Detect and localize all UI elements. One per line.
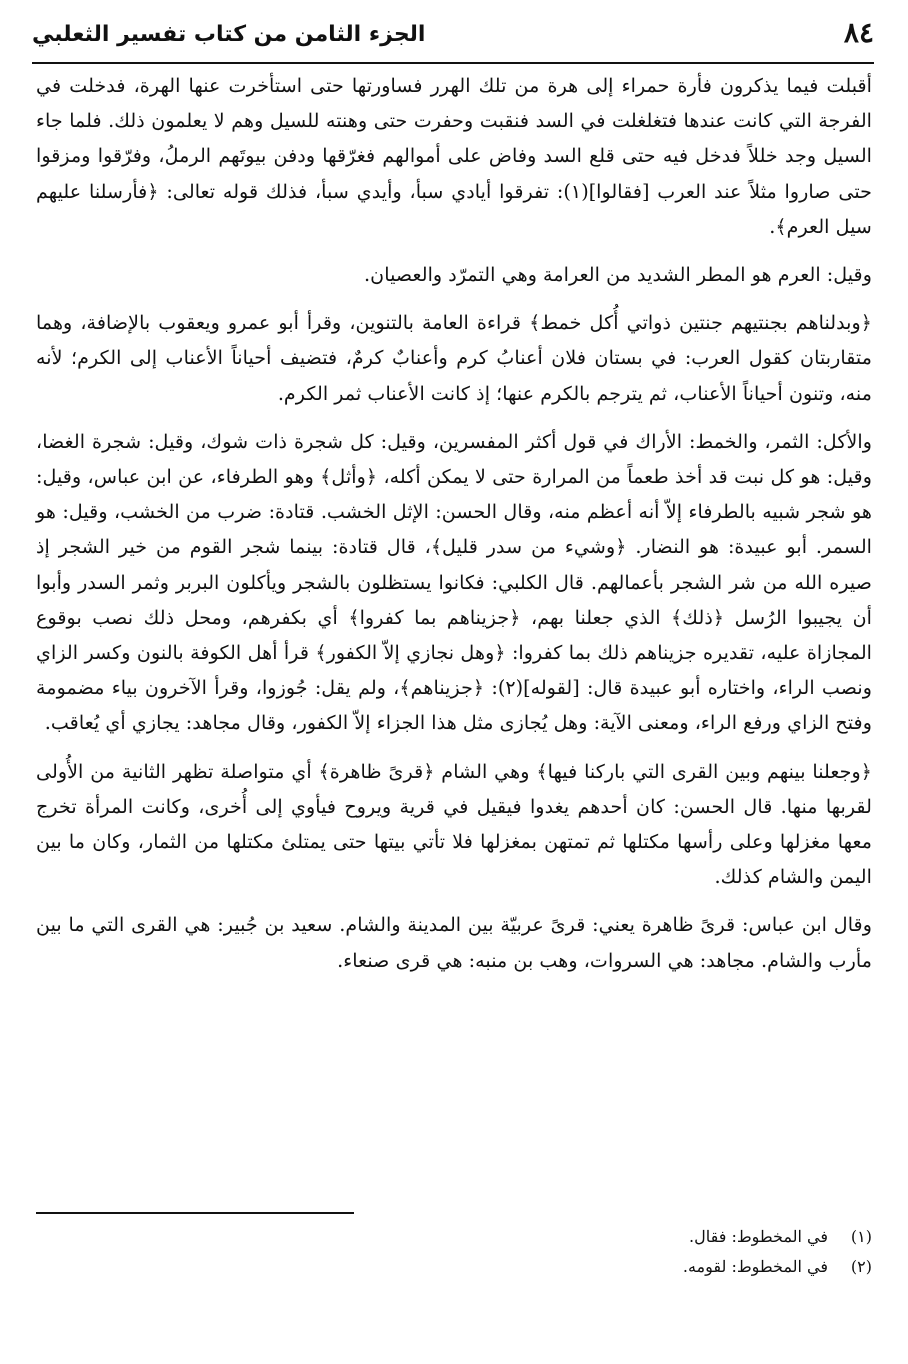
footnote-number: (٢) xyxy=(850,1257,872,1276)
paragraph: وقيل: العرم هو المطر الشديد من العرامة وهي التمرّد والعصيان. xyxy=(364,263,872,287)
main-text xyxy=(36,68,872,991)
paragraph: أقبلت فيما يذكرون فأرة حمراء إلى هرة من تلك الهرر فساورتها حتى استأخرت عنها الهرة، فدخلت في الفرجة التي كانت عندها فتغلغلت في السد فنقبت وحفرت حتى وهنته للسيل وهم لا يعلمون ذلك. فلما جاء السيل وجد خللاً فدخل فيه حتى قلع السد وفاض على أموالهم فغرّقها ودفن بيوتَهم الرملُ، وفرّقوا ومزقوا حتى صاروا مثلاً عند العرب [فقالوا](١): تفرقوا أيادي سبأ، وأيدي سبأ، فذلك قوله تعالى: ﴿فأرسلنا عليهم سيل العرم﴾. xyxy=(36,74,872,238)
footnotes xyxy=(36,1222,872,1282)
footnote-text: في المخطوط: فقال. xyxy=(689,1227,828,1246)
footnote xyxy=(36,1252,872,1282)
paragraph: ﴿وجعلنا بينهم وبين القرى التي باركنا فيها﴾ وهي الشام ﴿قرىً ظاهرة﴾ أي متواصلة تظهر الثانية من الأُولى لقربها منها. قال الحسن: كان أحدهم يغدوا فيقيل في قرية ويروح فيأوي إلى أُخرى، وكانت المرأة تخرج معها مغزلها وعلى رأسها مكتلها ثم تمتهن بمغزلها فلا تأتي بيتها حتى يمتلئ مكتلها من الثمار، وكان ما بين اليمن والشام كذلك. xyxy=(36,759,872,889)
footnote-text: في المخطوط: لقومه. xyxy=(682,1257,828,1276)
paragraph: ﴿وبدلناهم بجنتيهم جنتين ذواتي أُكل خمط﴾ قراءة العامة بالتنوين، وقرأ أبو عمرو ويعقوب بالإضافة، وهما متقاربتان كقول العرب: في بستان فلان أعنابُ كرم وأعنابٌ كرمٌ، فتضيف أحياناً الأعناب إلى الكرم؛ لأنه منه، وتنون أحياناً الأعناب، ثم يترجم بالكرم عنها؛ إذ كانت الأعناب ثمر الكرم. xyxy=(36,311,872,405)
footnote-divider xyxy=(36,1212,354,1214)
footnote xyxy=(36,1222,872,1252)
page-number: ٨٤ xyxy=(843,16,874,49)
paragraph: والأكل: الثمر، والخمط: الأراك في قول أكثر المفسرين، وقيل: كل شجرة ذات شوك، وقيل: شجرة الغضا، وقيل: هو كل نبت قد أخذ طعماً من المرارة حتى لا يمكن أكله، ﴿وأثل﴾ وهو الطرفاء، عن ابن عباس، وقيل: هو شجر شبيه بالطرفاء إلاّ أنه أعظم منه، وقال الحسن: الإثل الخشب. قتادة: ضرب من الخشب، وقيل: هو السمر. أبو عبيدة: هو النضار. ﴿وشيء من سدر قليل﴾، قال قتادة: بينما شجر القوم من خير الشجر إذ صيره الله من شر الشجر بأعمالهم. قال الكلبي: فكانوا يستظلون بالشجر ويأكلون البربر وثمر السدر وأبوا أن يجيبوا الرُسل ﴿ذلك﴾ الذي جعلنا بهم، ﴿جزيناهم بما كفروا﴾ أي بكفرهم، ومحل ذلك نصب بوقوع المجازاة عليه، تقديره جزيناهم ذلك بما كفروا: ﴿وهل نجازي إلاّ الكفور﴾ قرأ أهل الكوفة بالنون وكسر الزاي ونصب الراء، واختاره أبو عبيدة قال: [لقوله](٢): ﴿جزيناهم﴾، ولم يقل: جُوزوا، وقرأ الآخرون بياء مضمومة وفتح الزاي ورفع الراء، ومعنى الآية: وهل يُجازى مثل هذا الجزاء إلاّ الكفور، وقال مجاهد: يجازي أي يُعاقب. xyxy=(36,429,872,735)
running-title: الجزء الثامن من كتاب تفسير الثعلبي xyxy=(32,22,426,47)
paragraph: وقال ابن عباس: قرىً ظاهرة يعني: قرىً عربيّة بين المدينة والشام. سعيد بن جُبير: هي القرى التي ما بين مأرب والشام. مجاهد: هي السروات، وهب بن منبه: هي قرى صنعاء. xyxy=(36,913,872,972)
page-header xyxy=(32,14,874,60)
header-divider xyxy=(32,62,874,64)
footnote-number: (١) xyxy=(850,1227,872,1246)
